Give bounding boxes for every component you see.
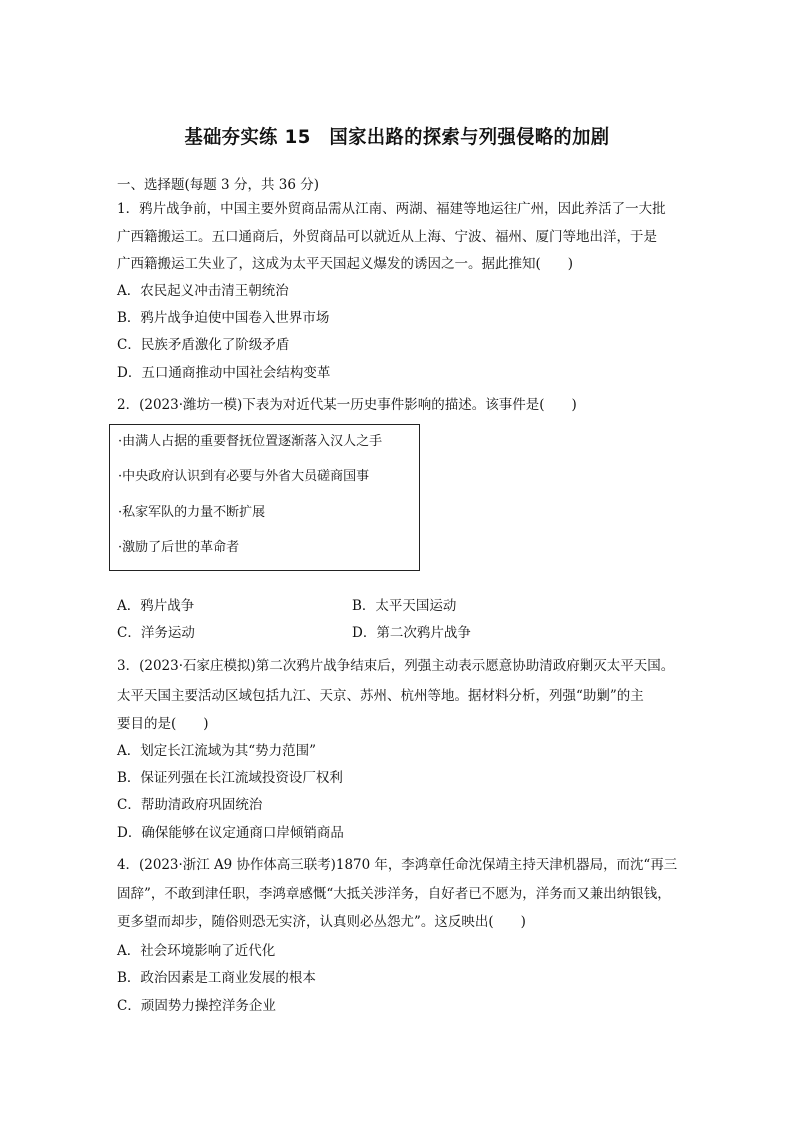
q2-option-d: D．第二次鸦片战争 xyxy=(352,625,471,641)
q1-stem-line-3: 广西籍搬运工失业了，这成为太平天国起义爆发的诱因之一。据此推知( ) xyxy=(117,256,574,272)
q3-stem-line-3: 要目的是( ) xyxy=(117,716,209,732)
q3-option-c: C．帮助清政府巩固统治 xyxy=(117,797,263,813)
q4-stem-line-2: 固辞”，不敢到津任职，李鸿章感慨“大抵关涉洋务，自好者已不愿为，洋务而又兼出纳银钱， xyxy=(117,886,671,902)
q4-option-c: C．顽固势力操控洋务企业 xyxy=(117,998,276,1014)
q4-option-b: B．政治因素是工商业发展的根本 xyxy=(117,970,316,986)
q1-option-a: A．农民起义冲击清王朝统治 xyxy=(117,283,289,299)
q1-option-d: D．五口通商推动中国社会结构变革 xyxy=(117,365,331,381)
q1-option-b: B．鸦片战争迫使中国卷入世界市场 xyxy=(117,310,330,326)
section-heading: 一、选择题(每题 3 分，共 36 分) xyxy=(117,177,319,193)
q2-stem: 2．(2023·潍坊一模)下表为对近代某一历史事件影响的描述。该事件是( ) xyxy=(117,397,577,413)
q1-stem-line-1: 1．鸦片战争前，中国主要外贸商品需从江南、两湖、福建等地运往广州，因此养活了一大批 xyxy=(117,201,666,217)
q3-option-d: D．确保能够在议定通商口岸倾销商品 xyxy=(117,825,344,841)
q2-option-b: B．太平天国运动 xyxy=(352,598,457,614)
q2-option-a: A．鸦片战争 xyxy=(117,598,195,614)
table-row: ·中央政府认识到有必要与外省大员磋商国事 xyxy=(118,469,370,484)
q2-option-c: C．洋务运动 xyxy=(117,625,195,641)
q3-stem-line-2: 太平天国主要活动区域包括九江、天京、苏州、杭州等地。据材料分析，列强“助剿”的主 xyxy=(117,688,644,704)
q4-stem-line-1: 4．(2023·浙江 A9 协作体高三联考)1870 年，李鸿章任命沈保靖主持天津机器局，而沈“再三 xyxy=(117,857,678,873)
q3-option-b: B．保证列强在长江流域投资设厂权利 xyxy=(117,770,343,786)
q1-option-c: C．民族矛盾激化了阶级矛盾 xyxy=(117,337,290,353)
page-title: 基础夯实练 15 国家出路的探索与列强侵略的加剧 xyxy=(184,126,610,148)
q4-option-a: A．社会环境影响了近代化 xyxy=(117,943,276,959)
q3-stem-line-1: 3．(2023·石家庄模拟)第二次鸦片战争结束后，列强主动表示愿意协助清政府剿灭太平天国。 xyxy=(117,658,675,674)
q2-description-table xyxy=(109,424,420,571)
table-row: ·激励了后世的革命者 xyxy=(118,540,240,555)
q1-stem-line-2: 广西籍搬运工。五口通商后，外贸商品可以就近从上海、宁波、福州、厦门等地出洋，于是 xyxy=(117,229,657,245)
q4-stem-line-3: 更多望而却步，随俗则恐无实济，认真则必丛怨尤”。这反映出( ) xyxy=(117,914,526,930)
table-row: ·由满人占据的重要督抚位置逐渐落入汉人之手 xyxy=(118,434,383,449)
q3-option-a: A．划定长江流域为其“势力范围” xyxy=(117,743,317,759)
table-row: ·私家军队的力量不断扩展 xyxy=(118,505,266,520)
